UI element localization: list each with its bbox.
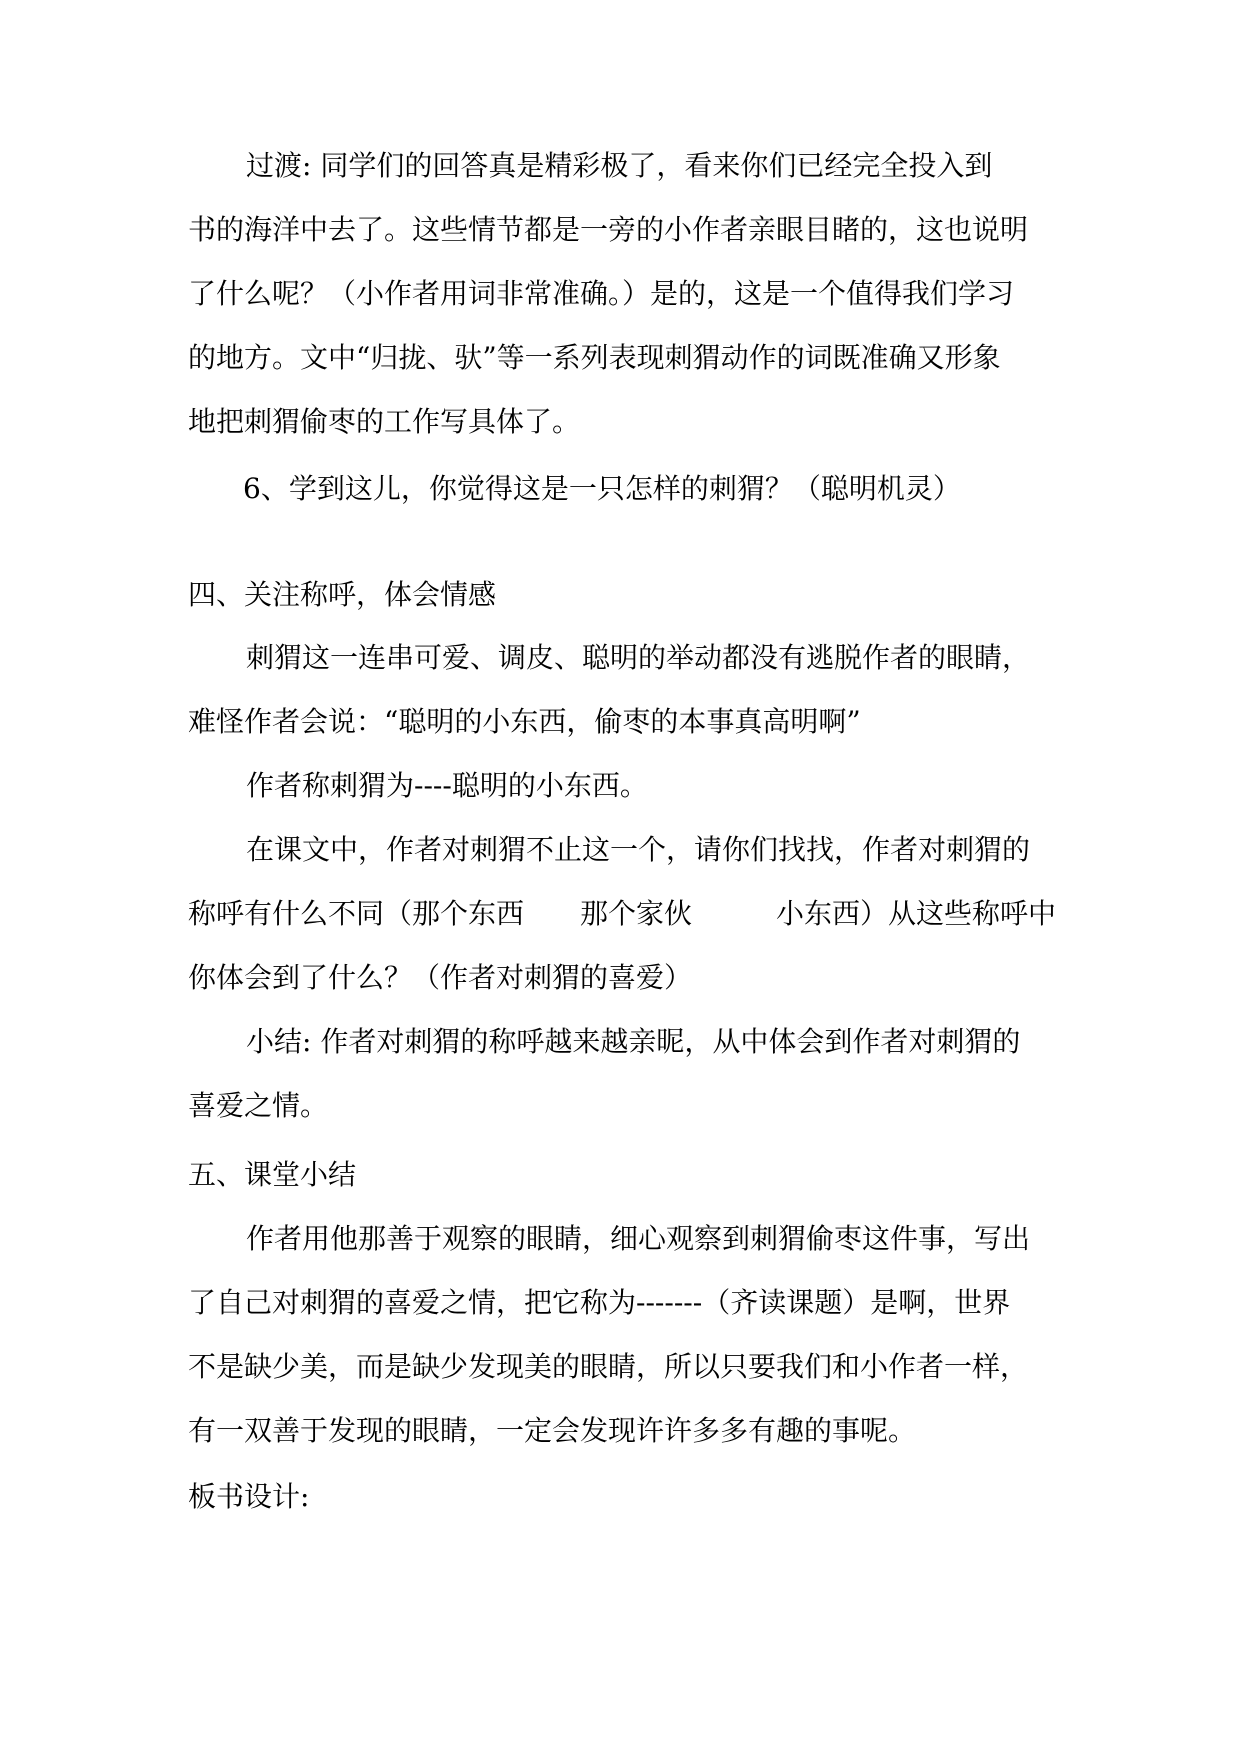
text-line: 四、关注称呼，体会情感 (188, 578, 497, 611)
question-6 (188, 457, 1058, 521)
text-line: 刺猬这一连串可爱、调皮、聪明的举动都没有逃脱作者的眼睛， (246, 641, 1031, 674)
text-line: 板书设计: (188, 1480, 310, 1513)
text-line: 你体会到了什么？（作者对刺猬的喜爱） (188, 961, 693, 994)
section-heading-5 (188, 1143, 1058, 1207)
text-line: 6、学到这儿，你觉得这是一只怎样的刺猬？（聪明机灵） (243, 472, 961, 505)
text-line: 过渡: 同学们的回答真是精彩极了，看来你们已经完全投入到 (246, 149, 993, 182)
text-line: 喜爱之情。 (188, 1089, 329, 1122)
text-line: 五、课堂小结 (188, 1158, 357, 1191)
text-line: 作者称刺猬为----聪明的小东西。 (246, 769, 648, 802)
text-line: 了什么呢？（小作者用词非常准确。）是的，这是一个值得我们学习 (188, 277, 1015, 310)
text-line: 的地方。文中“归拢、驮”等一系列表现刺猬动作的词既准确又形象 (188, 341, 1001, 374)
text-line: 书的海洋中去了。这些情节都是一旁的小作者亲眼目睹的，这也说明 (188, 213, 1029, 246)
paragraph-transition (188, 134, 1058, 454)
text-line: 了自己对刺猬的喜爱之情，把它称为-------（齐读课题）是啊，世界 (188, 1286, 1011, 1319)
text-line: 作者用他那善于观察的眼睛，细心观察到刺猬偷枣这件事，写出 (246, 1222, 1031, 1255)
paragraph-section-5 (188, 1207, 1058, 1463)
text-line: 称呼有什么不同（那个东西 那个家伙 小东西）从这些称呼中 (188, 897, 1057, 930)
text-line: 有一双善于发现的眼睛，一定会发现许许多多有趣的事呢。 (188, 1414, 917, 1447)
text-line: 在课文中，作者对刺猬不止这一个，请你们找找，作者对刺猬的 (246, 833, 1031, 866)
board-design-heading (188, 1465, 1058, 1529)
text-line: 不是缺少美，而是缺少发现美的眼睛，所以只要我们和小作者一样， (188, 1350, 1029, 1383)
paragraph-section-4 (188, 626, 1058, 1138)
section-heading-4 (188, 563, 1058, 627)
text-line: 地把刺猬偷枣的工作写具体了。 (188, 405, 581, 438)
text-line: 难怪作者会说：“聪明的小东西，偷枣的本事真高明啊” (188, 705, 861, 738)
text-line: 小结: 作者对刺猬的称呼越来越亲昵，从中体会到作者对刺猬的 (246, 1025, 1021, 1058)
